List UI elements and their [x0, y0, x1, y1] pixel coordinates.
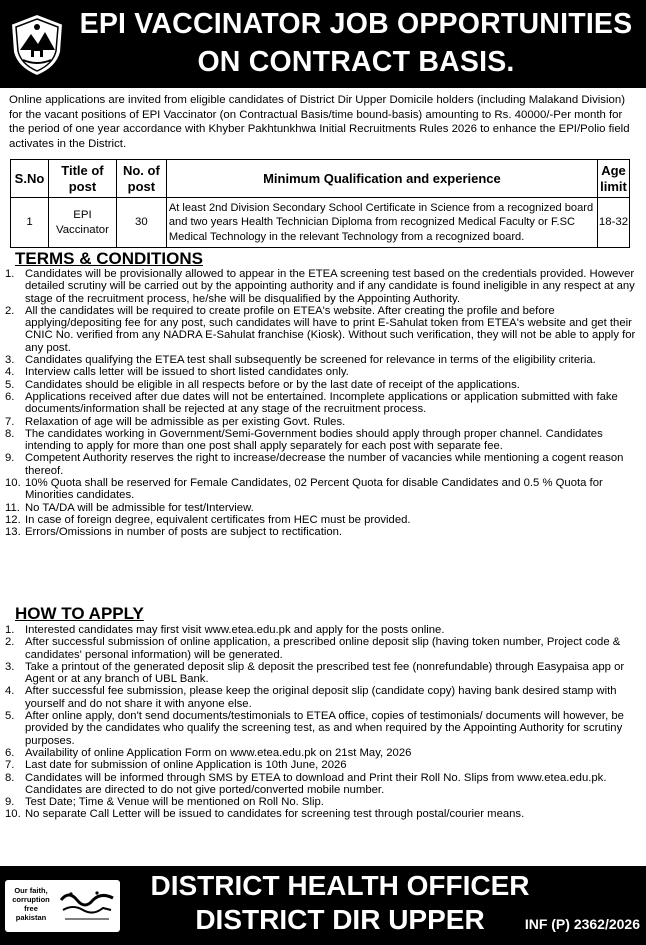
list-item — [0, 379, 636, 391]
item-number: 7. — [5, 415, 15, 428]
item-text: 10% Quota shall be reserved for Female Candidates, 02 Percent Quota for disable Candidates and 0.5 % Quota for Minorities candidates. — [25, 477, 603, 502]
reference-number: INF (P) 2362/2026 — [524, 916, 640, 932]
item-text: Test Date; Time & Venue will be mentioned on Roll No. Slip. — [25, 796, 324, 809]
apply-list — [0, 624, 636, 821]
item-number: 10. — [5, 808, 21, 821]
item-number: 12. — [5, 513, 21, 526]
list-item — [0, 514, 636, 526]
cell-sno: 1 — [11, 198, 49, 248]
item-number: 1. — [5, 268, 15, 280]
title-line-2: ON CONTRACT BASIS. — [197, 46, 515, 78]
intro-paragraph: Online applications are invited from eligible candidates of District Dir Upper Domicile holders (including Malakand Division) for the vacant positions of EPI Vaccinator (on Contractual Basis/time bound-basis) amounting to Rs. 40000/-Per month for the period of one year accordance with Khyber Pakhtunkhwa Initial Recruitments Rules 2026 to enhance the EPI/Polio field activates in the District. — [9, 94, 630, 150]
government-seal-icon — [7, 12, 67, 78]
item-number: 2. — [5, 304, 15, 317]
list-item — [0, 428, 636, 453]
page-title — [70, 5, 642, 81]
item-text: After successful submission of online application, a prescribed online deposit slip (having token number, Project code & candidates' personal information) will be generated. — [25, 636, 621, 661]
list-item — [0, 808, 636, 820]
table-header-row — [11, 160, 630, 198]
item-text: In case of foreign degree, equivalent certificates from HEC must be provided. — [25, 513, 411, 526]
item-number: 5. — [5, 378, 15, 391]
urdu-script-logo — [57, 886, 117, 926]
badge-slogan: Our faith, corruption free pakistan — [12, 886, 50, 922]
list-item — [0, 391, 636, 416]
list-item — [0, 710, 636, 747]
cell-title: EPI Vaccinator — [48, 198, 116, 248]
item-number: 7. — [5, 759, 15, 772]
cell-count: 30 — [116, 198, 166, 248]
list-item — [0, 759, 636, 771]
item-number: 1. — [5, 624, 15, 636]
terms-heading: TERMS & CONDITIONS — [15, 249, 203, 268]
item-number: 8. — [5, 771, 15, 784]
list-item — [0, 477, 636, 502]
item-text: Interested candidates may first visit www.etea.edu.pk and apply for the posts online. — [25, 624, 445, 636]
item-text: Errors/Omissions in number of posts are subject to rectification. — [25, 526, 343, 539]
item-number: 2. — [5, 636, 15, 649]
item-text: Candidates qualifying the ETEA test shall subsequently be screened for relevance in terms of the eligibility criteria. — [25, 354, 596, 367]
list-item — [0, 685, 636, 710]
item-text: Candidates will be provisionally allowed to appear in the ETEA screening test based on the credentials provided. However detailed scrutiny will be carried out by the appointing authority and if any candidate is found ineligible in any respect at any stage of the recruitment process, he/she will be disqualified by the Appointing Authority. — [25, 268, 635, 305]
item-text: Applications received after due dates will not be entertained. Incomplete applications or application submitted with fake documents/information shall be rejected at any stage of the recruitment process. — [25, 390, 618, 416]
item-number: 10. — [5, 477, 21, 490]
item-number: 4. — [5, 366, 15, 379]
item-text: Last date for submission of online Application is 10th June, 2026 — [25, 759, 347, 772]
anti-corruption-badge-icon — [5, 880, 120, 932]
item-number: 13. — [5, 526, 21, 539]
col-header-qualification: Minimum Qualification and experience — [166, 160, 597, 198]
footer-office-title: DISTRICT HEALTH OFFICER — [150, 870, 530, 901]
col-header-sno: S.No — [11, 160, 49, 198]
list-item — [0, 624, 636, 636]
col-header-count: No. of post — [116, 160, 166, 198]
apply-heading: HOW TO APPLY — [15, 604, 144, 623]
list-item — [0, 772, 636, 797]
list-item — [0, 416, 636, 428]
item-text: Interview calls letter will be issued to short listed candidates only. — [25, 366, 349, 379]
item-number: 4. — [5, 685, 15, 698]
list-item — [0, 796, 636, 808]
item-text: No TA/DA will be admissible for test/Interview. — [25, 501, 254, 514]
item-number: 3. — [5, 660, 15, 673]
list-item — [0, 452, 636, 477]
item-number: 11. — [5, 501, 20, 514]
item-number: 6. — [5, 746, 15, 759]
footer-district: DISTRICT DIR UPPER — [195, 904, 485, 935]
list-item — [0, 502, 636, 514]
table-row — [11, 198, 630, 248]
item-number: 9. — [5, 796, 15, 809]
list-item — [0, 366, 636, 378]
item-text: Relaxation of age will be admissible as per existing Govt. Rules. — [25, 415, 346, 428]
cell-age: 18-32 — [597, 198, 629, 248]
item-text: Availability of online Application Form on www.etea.edu.pk on 21st May, 2026 — [25, 746, 412, 759]
list-item — [0, 354, 636, 366]
item-text: Take a printout of the generated deposit slip & deposit the prescribed test fee (nonrefundable) through Easypaisa app or Agent or at any branch of UBL Bank. — [25, 660, 625, 686]
title-line-1: EPI VACCINATOR JOB OPPORTUNITIES — [79, 8, 633, 40]
list-item — [0, 636, 636, 661]
list-item — [0, 305, 636, 354]
item-number: 9. — [5, 452, 15, 465]
item-text: After successful fee submission, please keep the original deposit slip (candidate copy) having bank desired stamp with yourself and do not share it with anyone else. — [25, 685, 617, 710]
item-text: The candidates working in Government/Semi-Government bodies should apply through proper channel. Candidates intending to apply for more than one post shall apply separately for each post with separate fee. — [25, 427, 603, 453]
col-header-age: Age limit — [597, 160, 629, 198]
item-text: Competent Authority reserves the right to increase/decrease the number of vacancies while mentioning a cogent reason thereof. — [25, 452, 624, 477]
item-number: 3. — [5, 354, 15, 367]
item-text: Candidates will be informed through SMS by ETEA to download and Print their Roll No. Slips from www.etea.edu.pk. Candidates are directed to do not give ported/converted mobile number. — [25, 771, 607, 796]
list-item — [0, 661, 636, 686]
item-text: No separate Call Letter will be issued to candidates for screening test through postal/courier means. — [25, 808, 525, 821]
posts-table — [10, 159, 630, 248]
item-number: 5. — [5, 710, 15, 723]
item-number: 8. — [5, 427, 15, 440]
col-header-title: Title of post — [48, 160, 116, 198]
list-item — [0, 526, 636, 538]
item-text: After online apply, don't send documents/testimonials to ETEA office, copies of testimonials/ documents will however, be provided by the candidates who qualify the screening test, as and when required by the Appointing Authority for scrutiny purposes. — [25, 710, 624, 747]
item-text: Candidates should be eligible in all respects before or by the last date of receipt of the applications. — [25, 378, 520, 391]
cell-qualification: At least 2nd Division Secondary School Certificate in Science from a recognized board and two years Health Technician Diploma from recognized Medical Faculty or F.SC Medical Technology in the relevant Technology from a recognized board. — [166, 198, 597, 248]
item-text: All the candidates will be required to create profile on ETEA's website. After creating the profile and before applying/depositing fee for any post, such candidates will have to print E-Sahulat token from ETEA's website and get their CNIC No. verified from any NADRA E-Sahulat franchise (Kiosk). Without such verification, they will not be able to apply for any post. — [25, 304, 636, 354]
list-item — [0, 747, 636, 759]
list-item — [0, 268, 636, 305]
item-number: 6. — [5, 390, 15, 403]
terms-list — [0, 268, 636, 539]
